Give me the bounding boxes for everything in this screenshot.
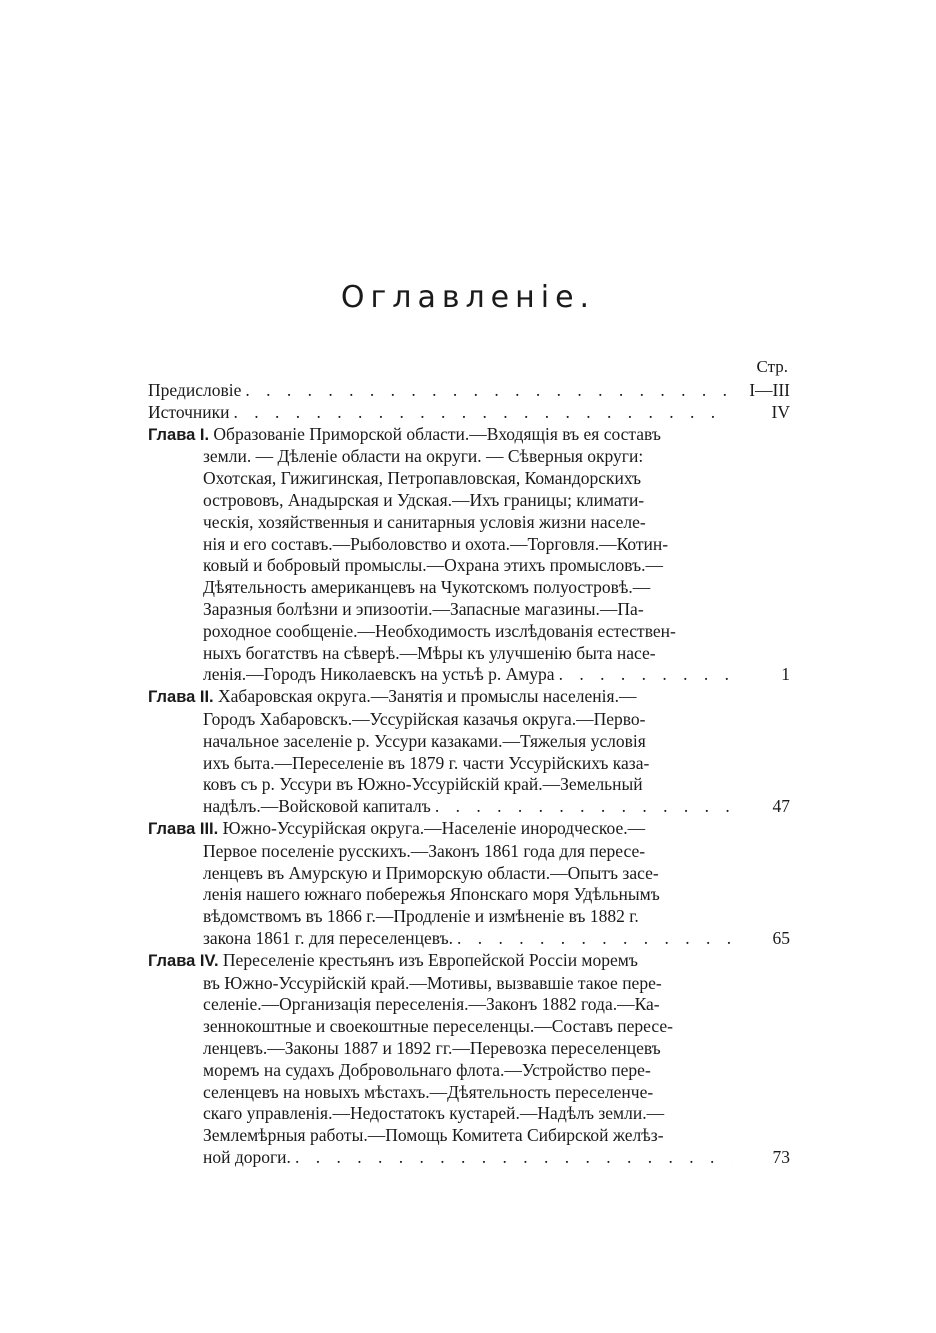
- toc-page-number: 73: [772, 1146, 790, 1167]
- toc-line: ныхъ богатствъ на сѣверѣ.—Мѣры къ улучшенію быта насе-: [203, 642, 656, 663]
- toc-line: Первое поселеніе русскихъ.—Законъ 1861 года для пересе-: [203, 840, 646, 861]
- chapter-label: Глава IV.: [148, 951, 219, 970]
- toc-page-number: 1: [781, 664, 790, 685]
- toc-entry-text: ленія.—Городъ Николаевскъ на устьѣ р. Амура: [203, 664, 555, 685]
- toc-entry-text: Южно-Уссурійская округа.—Населеніе инородческое.—: [222, 817, 646, 838]
- toc-line: [148, 796, 732, 818]
- toc-page-number: IV: [771, 401, 790, 422]
- toc-line: селенцевъ на новыхъ мѣстахъ.—Дѣятельность переселенче-: [203, 1081, 654, 1102]
- toc-page-number: 47: [772, 796, 790, 817]
- toc-line: [148, 950, 732, 973]
- chapter-label: Глава I.: [148, 425, 210, 444]
- toc-entry-text: Переселеніе крестьянъ изъ Европейской Россіи моремъ: [222, 949, 638, 970]
- toc-line: земли. — Дѣленіе области на округи. — Сѣверныя округи:: [203, 446, 644, 467]
- toc-line: острововъ, Анадырская и Удская.—Ихъ границы; климати-: [203, 489, 645, 510]
- toc-line: Землемѣрныя работы.—Помощь Комитета Сибирской желѣз-: [203, 1125, 664, 1146]
- toc-line: [148, 664, 732, 686]
- toc-line: Городъ Хабаровскъ.—Уссурійская казачья округа.—Перво-: [203, 708, 646, 729]
- toc-line: ленцевъ въ Амурскую и Приморскую области.—Опытъ засе-: [203, 862, 659, 883]
- toc-entry-text: Хабаровская округа.—Занятія и промыслы населенія.—: [218, 686, 637, 707]
- toc-entry-chapter-3[interactable]: [148, 818, 790, 950]
- table-of-contents: [148, 356, 790, 1169]
- toc-line: ихъ быта.—Переселеніе въ 1879 г. части Уссурійскихъ каза-: [203, 752, 650, 773]
- leader-dots: [431, 796, 732, 818]
- toc-line: селеніе.—Организація переселенія.—Законъ 1882 года.—Ка-: [203, 994, 660, 1015]
- toc-line: ленцевъ.—Законы 1887 и 1892 гг.—Перевозка переселенцевъ: [203, 1037, 661, 1058]
- toc-entry-text: ной дороги.: [203, 1146, 291, 1167]
- toc-line: ковъ съ р. Уссури въ Южно-Уссурійскій край.—Земельный: [203, 774, 643, 795]
- toc-line: роходное сообщеніе.—Необходимость изслѣдованія естествен-: [203, 620, 676, 641]
- toc-entry-chapter-1[interactable]: [148, 424, 790, 687]
- toc-line: Охотская, Гижигинская, Петропавловская, Командорскихъ: [203, 468, 642, 489]
- toc-line: зеннокоштные и своекоштные переселенцы.—Составъ пересе-: [203, 1016, 673, 1037]
- toc-line: [148, 1147, 732, 1169]
- leader-dots: [291, 1147, 732, 1169]
- toc-line: [148, 686, 732, 709]
- toc-line: моремъ на судахъ Добровольнаго флота.—Устройство пере-: [203, 1059, 651, 1080]
- toc-entry-text: закона 1861 г. для переселенцевъ.: [203, 927, 454, 948]
- leader-dots: [453, 928, 732, 950]
- toc-line: нія и его составъ.—Рыболовство и охота.—Торговля.—Котин-: [203, 533, 669, 554]
- toc-entry-text: Предисловіе: [148, 380, 242, 400]
- leader-dots: [241, 380, 732, 402]
- toc-line: [148, 928, 732, 950]
- toc-line: ленія нашего южнаго побережья Японскаго моря Удѣльнымъ: [203, 884, 660, 905]
- toc-line: вѣдомствомъ въ 1866 г.—Продленіе и измѣненіе въ 1882 г.: [203, 906, 639, 927]
- toc-line: ческія, хозяйственныя и санитарныя условія жизни населе-: [203, 511, 646, 532]
- toc-entry-text: Образованіе Приморской области.—Входящія въ ея составъ: [213, 423, 661, 444]
- page-column-header: Стр.: [756, 357, 788, 376]
- toc-page-number: I—III: [749, 380, 790, 400]
- chapter-label: Глава II.: [148, 688, 214, 707]
- toc-line: [148, 424, 732, 447]
- toc-line: [148, 380, 732, 402]
- toc-line: ковый и бобровый промыслы.—Охрана этихъ промысловъ.—: [203, 555, 663, 576]
- toc-entry-chapter-4[interactable]: [148, 950, 790, 1169]
- toc-line: скаго управленія.—Недостатокъ кустарей.—Надѣлъ земли.—: [203, 1103, 665, 1124]
- toc-line: Заразныя болѣзни и эпизоотіи.—Запасные магазины.—Па-: [203, 598, 644, 619]
- toc-entry-sources[interactable]: [148, 402, 790, 424]
- toc-line: [148, 818, 732, 841]
- toc-line: Дѣятельность американцевъ на Чукотскомъ полуостровѣ.—: [203, 577, 651, 598]
- toc-page-number: 65: [772, 927, 790, 948]
- toc-entry-chapter-2[interactable]: [148, 686, 790, 818]
- toc-line: [148, 402, 732, 424]
- toc-line: въ Южно-Уссурійскій край.—Мотивы, вызвавшіе такое пере-: [203, 972, 662, 993]
- toc-entry-preface[interactable]: [148, 380, 790, 402]
- toc-entry-text: надѣлъ.—Войсковой капиталъ: [203, 796, 431, 817]
- page-title: Оглавленіе.: [340, 280, 596, 315]
- chapter-label: Глава III.: [148, 819, 219, 838]
- leader-dots: [555, 664, 732, 686]
- toc-line: начальное заселеніе р. Уссури казаками.—Тяжелыя условія: [203, 730, 646, 751]
- toc-entry-text: Источники: [148, 401, 230, 422]
- leader-dots: [230, 402, 732, 424]
